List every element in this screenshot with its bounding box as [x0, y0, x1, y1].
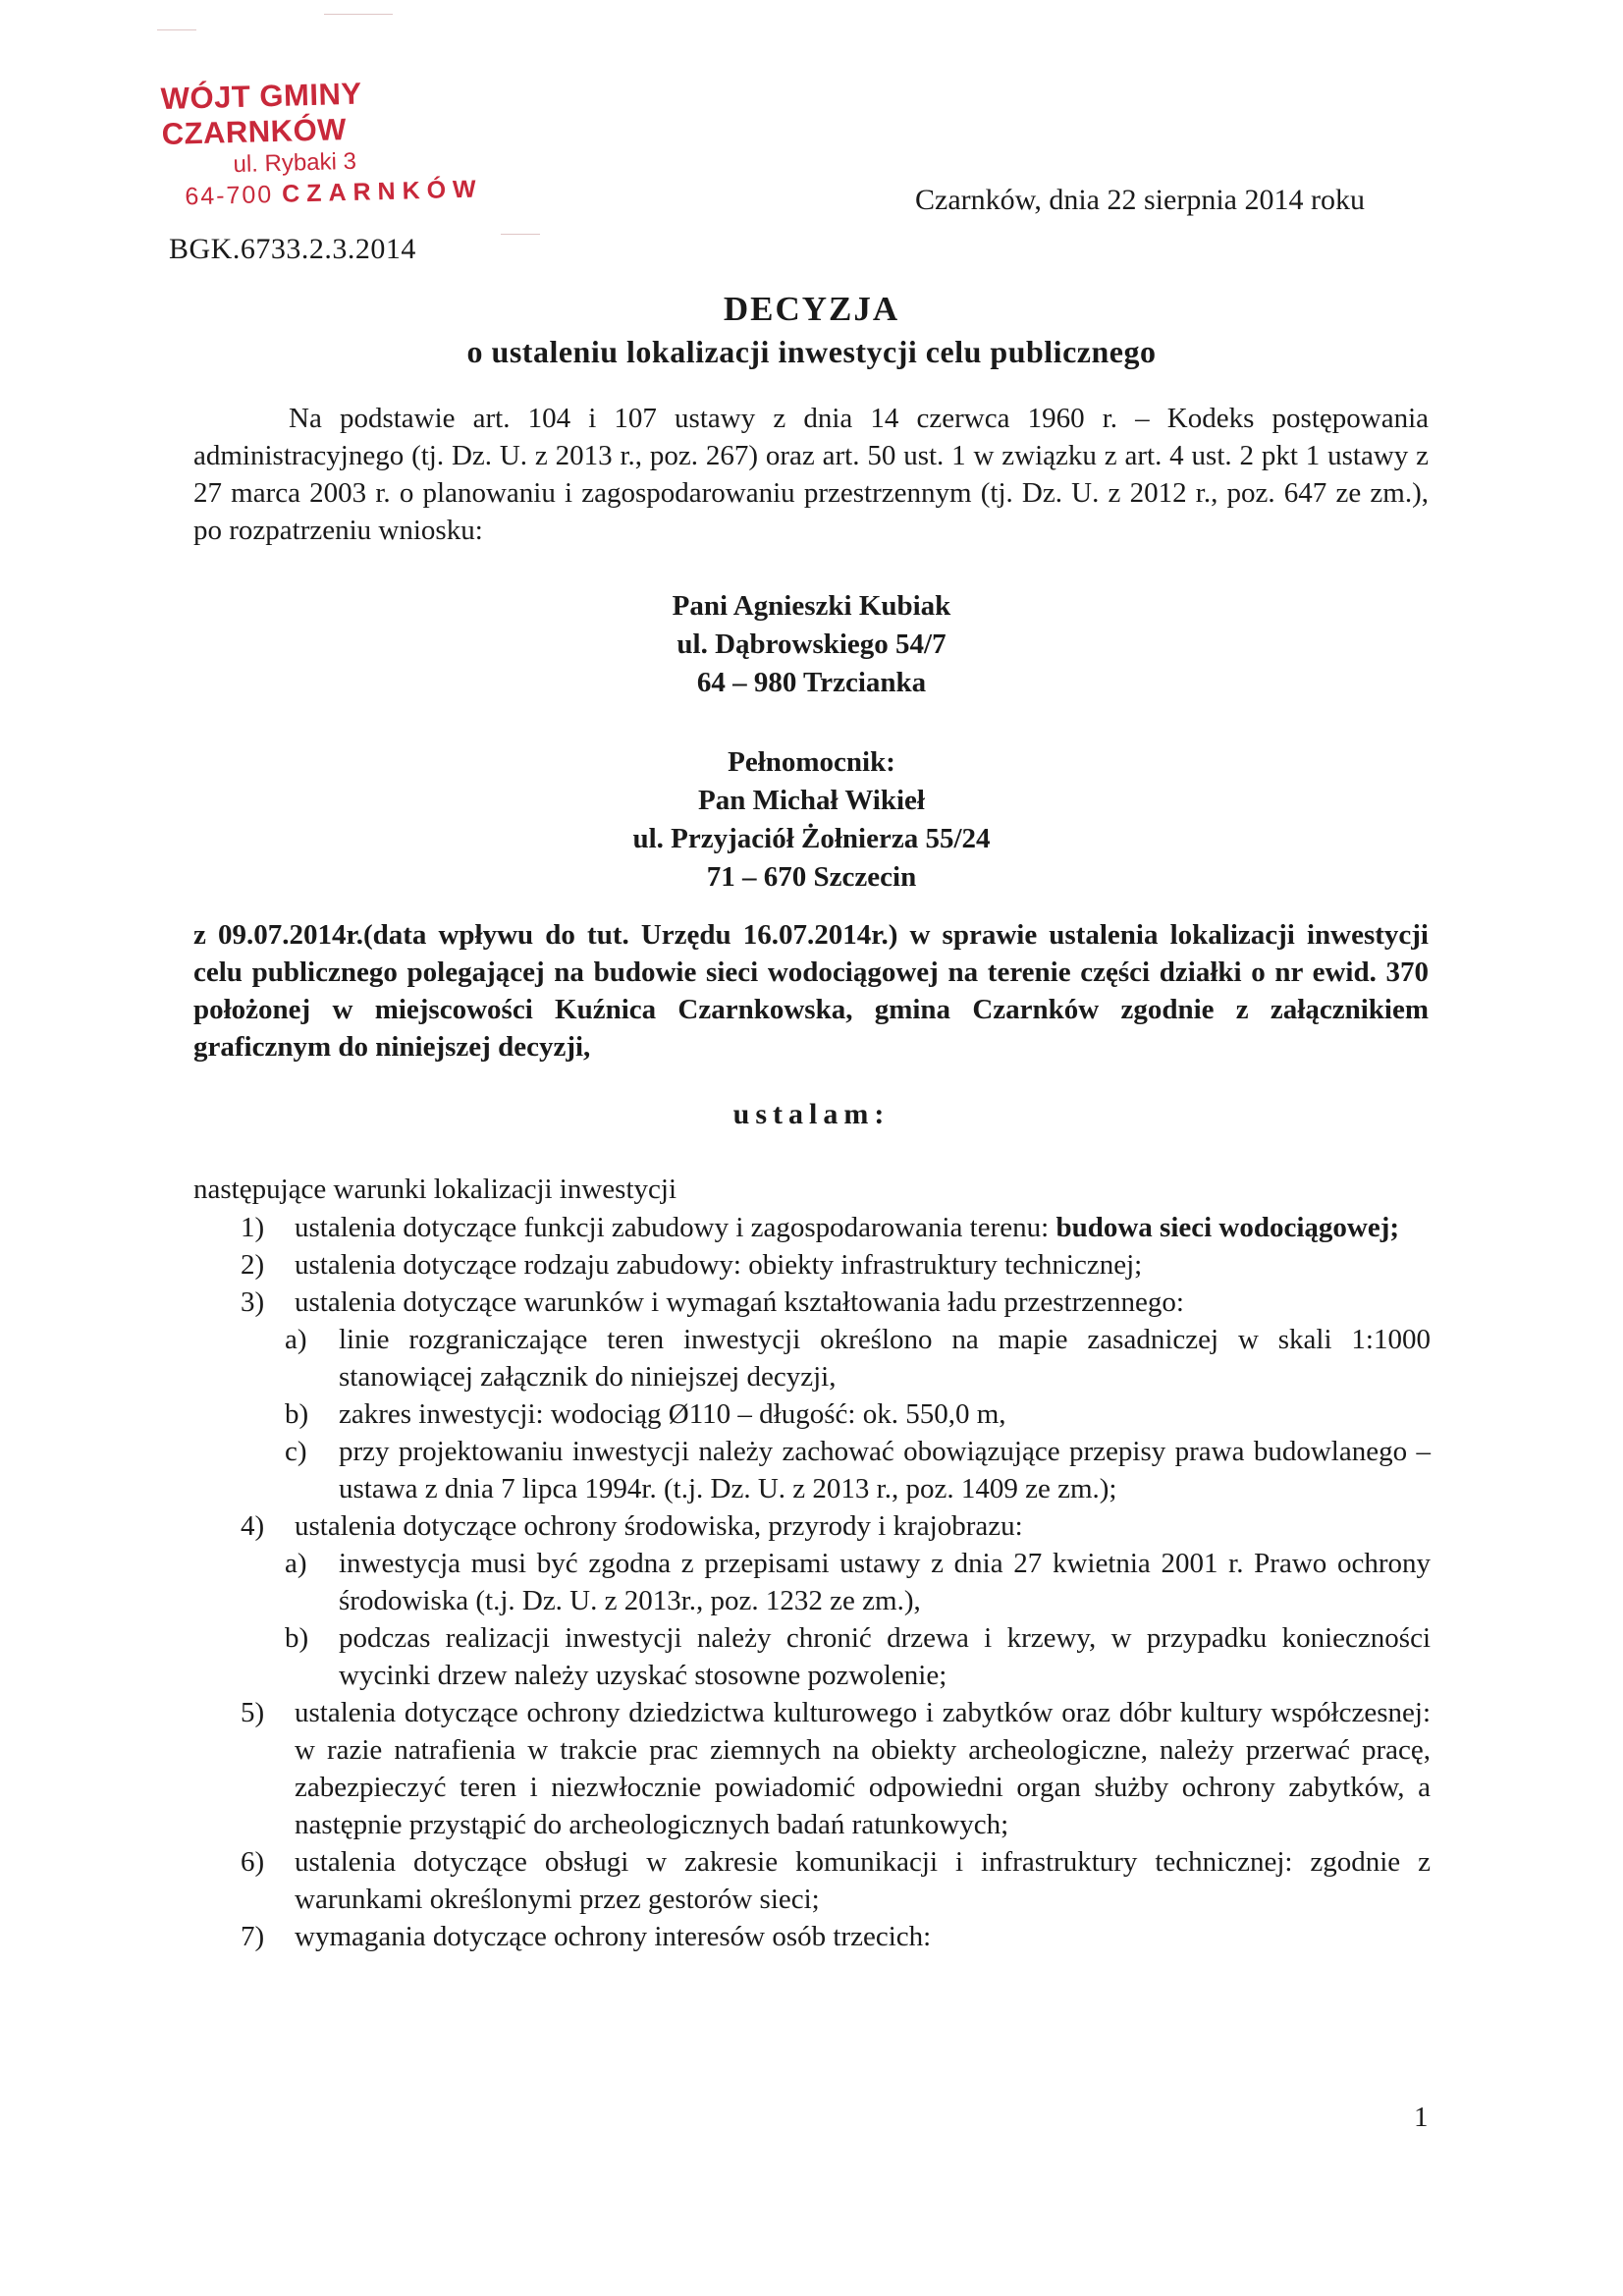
- stamp-city: CZARNKÓW: [281, 175, 484, 208]
- document-subtitle: o ustaleniu lokalizacji inwestycji celu publicznego: [466, 334, 1157, 369]
- document-title: DECYZJA: [723, 290, 900, 328]
- applicant-city: 64 – 980 Trzcianka: [696, 667, 927, 698]
- item-text: ustalenia dotyczące rodzaju zabudowy: obiekty infrastruktury technicznej;: [295, 1249, 1143, 1281]
- ruling-heading: ustalam:: [732, 1098, 891, 1130]
- item-number: 6): [241, 1846, 265, 1878]
- list-item: [241, 1843, 1431, 1918]
- item-text: ustalenia dotyczące funkcji zabudowy i zagospodarowania terenu:: [295, 1212, 1050, 1243]
- list-item: [241, 1284, 1431, 1321]
- item-text: ustalenia dotyczące ochrony środowiska, przyrody i krajobrazu:: [295, 1510, 1023, 1542]
- sub-item-text: podczas realizacji inwestycji należy chronić drzewa i krzewy, w przypadku konieczności wycinki drzew należy uzyskać stosowne pozwolenie;: [339, 1622, 1431, 1691]
- proxy-name: Pan Michał Wikieł: [698, 785, 925, 816]
- sub-item-text: linie rozgraniczające teren inwestycji określono na mapie zasadniczej w skali 1:1000 stanowiącej załącznik do niniejszej decyzji,: [339, 1324, 1431, 1393]
- proxy-city: 71 – 670 Szczecin: [706, 861, 917, 893]
- stamp-street: ul. Rybaki 3: [233, 147, 357, 179]
- sub-item-text: zakres inwestycji: wodociąg Ø110 – długość: ok. 550,0 m,: [339, 1398, 1006, 1430]
- legal-basis-paragraph: Na podstawie art. 104 i 107 ustawy z dnia 14 czerwca 1960 r. – Kodeks postępowania administracyjnego (tj. Dz. U. z 2013 r., poz. 267) oraz art. 50 ust. 1 w związku z art. 4 ust. 2 pkt 1 ustawy z 27 marca 2003 r. o planowaniu i zagospodarowaniu przestrzennym (tj. Dz. U. z 2012 r., poz. 647 ze zm.), po rozpatrzeniu wniosku:: [193, 403, 1429, 546]
- case-signature: BGK.6733.2.3.2014: [169, 233, 416, 265]
- list-item: [241, 1918, 1431, 1955]
- applicant-name: Pani Agnieszki Kubiak: [672, 590, 951, 622]
- item-number: 3): [241, 1286, 265, 1318]
- page-number: 1: [1414, 2102, 1429, 2133]
- list-item: [241, 1507, 1431, 1545]
- proxy-address: [0, 743, 1623, 897]
- sub-item-letter: a): [285, 1548, 307, 1579]
- sub-item-letter: c): [285, 1436, 307, 1467]
- sub-item: [241, 1545, 1431, 1619]
- sub-item-letter: b): [285, 1622, 309, 1654]
- sub-item: [241, 1321, 1431, 1395]
- sub-item-letter: b): [285, 1398, 309, 1430]
- item-text: wymagania dotyczące ochrony interesów osób trzecich:: [295, 1921, 932, 1952]
- place-and-date: Czarnków, dnia 22 sierpnia 2014 roku: [915, 184, 1365, 216]
- office-stamp: [160, 72, 536, 213]
- conditions-intro: następujące warunki lokalizacji inwestycji: [193, 1174, 677, 1205]
- list-item: [241, 1246, 1431, 1284]
- item-number: 5): [241, 1697, 265, 1728]
- item-text: ustalenia dotyczące obsługi w zakresie komunikacji i infrastruktury technicznej: zgodnie z warunkami określonymi przez gestorów sieci;: [295, 1846, 1431, 1915]
- stamp-office-name: WÓJT GMINY CZARNKÓW: [160, 76, 362, 151]
- item-number: 1): [241, 1212, 265, 1243]
- sub-item: [241, 1619, 1431, 1694]
- item-text: ustalenia dotyczące warunków i wymagań kształtowania ładu przestrzennego:: [295, 1286, 1184, 1318]
- scan-mark: [324, 14, 393, 15]
- item-text: ustalenia dotyczące ochrony dziedzictwa kulturowego i zabytków oraz dóbr kultury współczesnej: w razie natrafienia w trakcie prac ziemnych na obiekty archeologiczne, należy przerwać pracę, zabezpieczyć teren i niezwłocznie powiadomić odpowiedni organ służby ochrony zabytków, a następnie przystąpić do archeologicznych badań ratunkowych;: [295, 1697, 1431, 1840]
- conditions-list: [241, 1209, 1431, 1955]
- list-item: [241, 1209, 1431, 1246]
- item-number: 7): [241, 1921, 265, 1952]
- sub-item: [241, 1433, 1431, 1507]
- stamp-zip: 64-700: [185, 181, 274, 211]
- sub-item: [241, 1395, 1431, 1433]
- list-item: [241, 1694, 1431, 1843]
- item-text-bold: budowa sieci wodociągowej;: [1055, 1212, 1400, 1243]
- scan-mark: [501, 234, 540, 235]
- applicant-address: [0, 587, 1623, 702]
- proxy-heading: Pełnomocnik:: [728, 746, 895, 778]
- scan-mark: [157, 29, 196, 30]
- item-number: 2): [241, 1249, 265, 1281]
- request-paragraph: z 09.07.2014r.(data wpływu do tut. Urzędu 16.07.2014r.) w sprawie ustalenia lokalizacji inwestycji celu publicznego polegającej na budowie sieci wodociągowej na terenie części działki o nr ewid. 370 położonej w miejscowości Kuźnica Czarnkowska, gmina Czarnków zgodnie z załącznikiem graficznym do niniejszej decyzji,: [193, 919, 1429, 1063]
- sub-item-text: przy projektowaniu inwestycji należy zachować obowiązujące przepisy prawa budowlanego – ustawa z dnia 7 lipca 1994r. (t.j. Dz. U. z 2013 r., poz. 1409 ze zm.);: [339, 1436, 1431, 1504]
- sub-item-letter: a): [285, 1324, 307, 1355]
- applicant-street: ul. Dąbrowskiego 54/7: [676, 629, 947, 660]
- proxy-street: ul. Przyjaciół Żołnierza 55/24: [632, 823, 991, 854]
- sub-item-text: inwestycja musi być zgodna z przepisami ustawy z dnia 27 kwietnia 2001 r. Prawo ochrony środowiska (t.j. Dz. U. z 2013r., poz. 1232 ze zm.),: [339, 1548, 1431, 1616]
- item-number: 4): [241, 1510, 265, 1542]
